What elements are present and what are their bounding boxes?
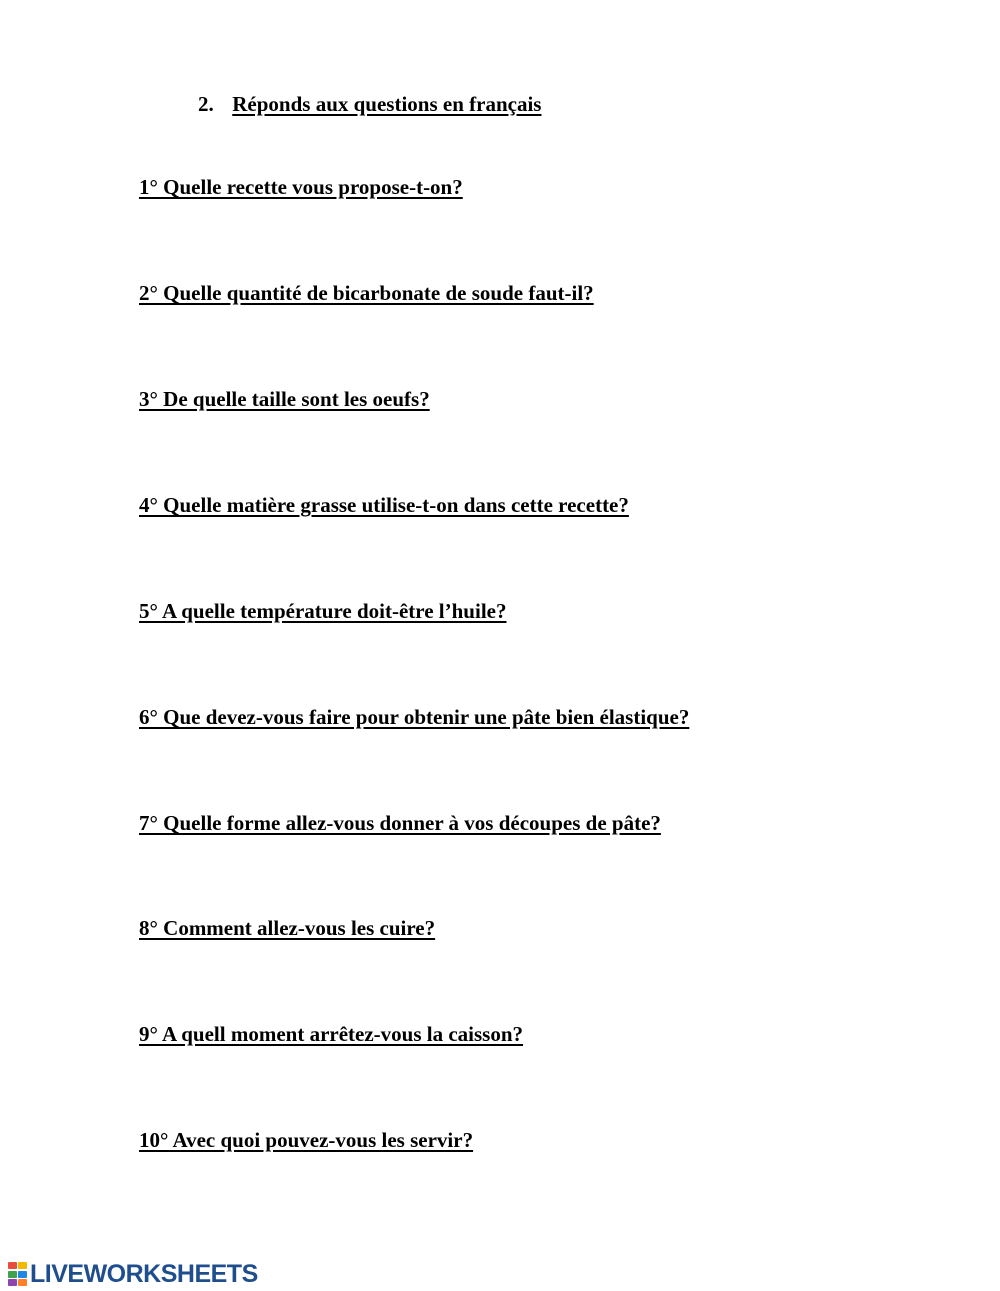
- exercise-number: 2.: [198, 92, 214, 116]
- question-5: 5° A quelle température doit-être l’huile?: [139, 599, 507, 623]
- question-10: 10° Avec quoi pouvez-vous les servir?: [139, 1128, 474, 1152]
- logo-square-6: [18, 1279, 27, 1286]
- question-8: 8° Comment allez-vous les cuire?: [139, 916, 436, 940]
- logo-square-4: [18, 1271, 27, 1278]
- logo-square-2: [18, 1262, 27, 1269]
- question-4: 4° Quelle matière grasse utilise-t-on dans cette recette?: [139, 493, 629, 517]
- liveworksheets-logo[interactable]: [8, 1259, 258, 1289]
- question-6: 6° Que devez-vous faire pour obtenir une pâte bien élastique?: [139, 705, 690, 729]
- question-1: 1° Quelle recette vous propose-t-on?: [139, 175, 463, 199]
- logo-square-5: [8, 1279, 17, 1286]
- question-7: 7° Quelle forme allez-vous donner à vos découpes de pâte?: [139, 811, 661, 835]
- exercise-heading: [198, 92, 541, 117]
- liveworksheets-logo-icon: [8, 1262, 27, 1286]
- exercise-title: Réponds aux questions en français: [232, 92, 542, 116]
- question-9: 9° A quell moment arrêtez-vous la caisson?: [139, 1022, 524, 1046]
- question-3: 3° De quelle taille sont les oeufs?: [139, 387, 430, 411]
- logo-square-1: [8, 1262, 17, 1269]
- logo-square-3: [8, 1271, 17, 1278]
- logo-text: LIVEWORKSHEETS: [30, 1259, 258, 1288]
- question-2: 2° Quelle quantité de bicarbonate de soude faut-il?: [139, 281, 594, 305]
